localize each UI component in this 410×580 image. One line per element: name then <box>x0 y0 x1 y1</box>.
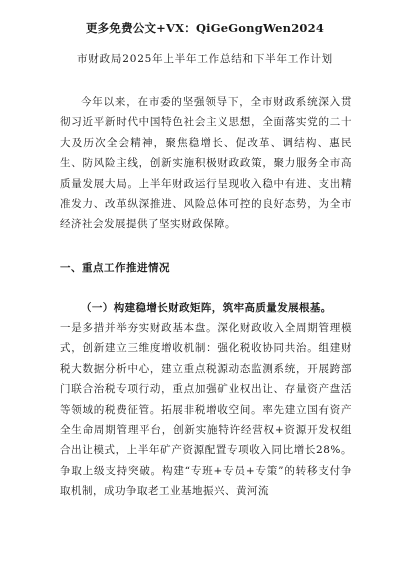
section-heading: 一、重点工作推进情况 <box>60 262 170 274</box>
subsection-heading: （一）构建稳增长财政矩阵，筑牢高质量发展根基。 <box>81 302 332 314</box>
promo-banner: 更多免费公文+VX：QiGeGongWen2024 <box>85 21 325 35</box>
intro-paragraph: 今年以来，在市委的坚强领导下，全市财政系统深入贯彻习近平新时代中国特色社会主义思想，全面落实党的二十大及历次全会精神，聚焦稳增长、促改革、调结构、惠民生、防风险主线，创新实施积极财政政策，聚力服务全市高质量发展大局。上半年财政运行呈现收入稳中有进、支出精准发力、改革纵深推进、风险总体可控的良好态势，为全市经济社会发展提供了坚实财政保障。 <box>60 96 352 231</box>
document-title: 市财政局2025年上半年工作总结和下半年工作计划 <box>77 53 333 65</box>
body-paragraph: 一是多措并举夯实财政基本盘。深化财政收入全周期管理模式，创新建立三维度增收机制：强化税收协同共治。组建财税大数据分析中心，建立重点税源动态监测系统，开展跨部门联合治税专项行动，重点加强矿业权出让、存量资产盘活等领域的税费征管。拓展非税增收空间。率先建立国有资产全生命周期管理平台，创新实施特许经营权+资源开发权组合出让模式，上半年矿产资源配置专项收入同比增长28%。争取上级支持突破。构建“专班+专员+专策”的转移支付争取机制，成功争取老工业基地振兴、黄河流 <box>60 322 352 498</box>
